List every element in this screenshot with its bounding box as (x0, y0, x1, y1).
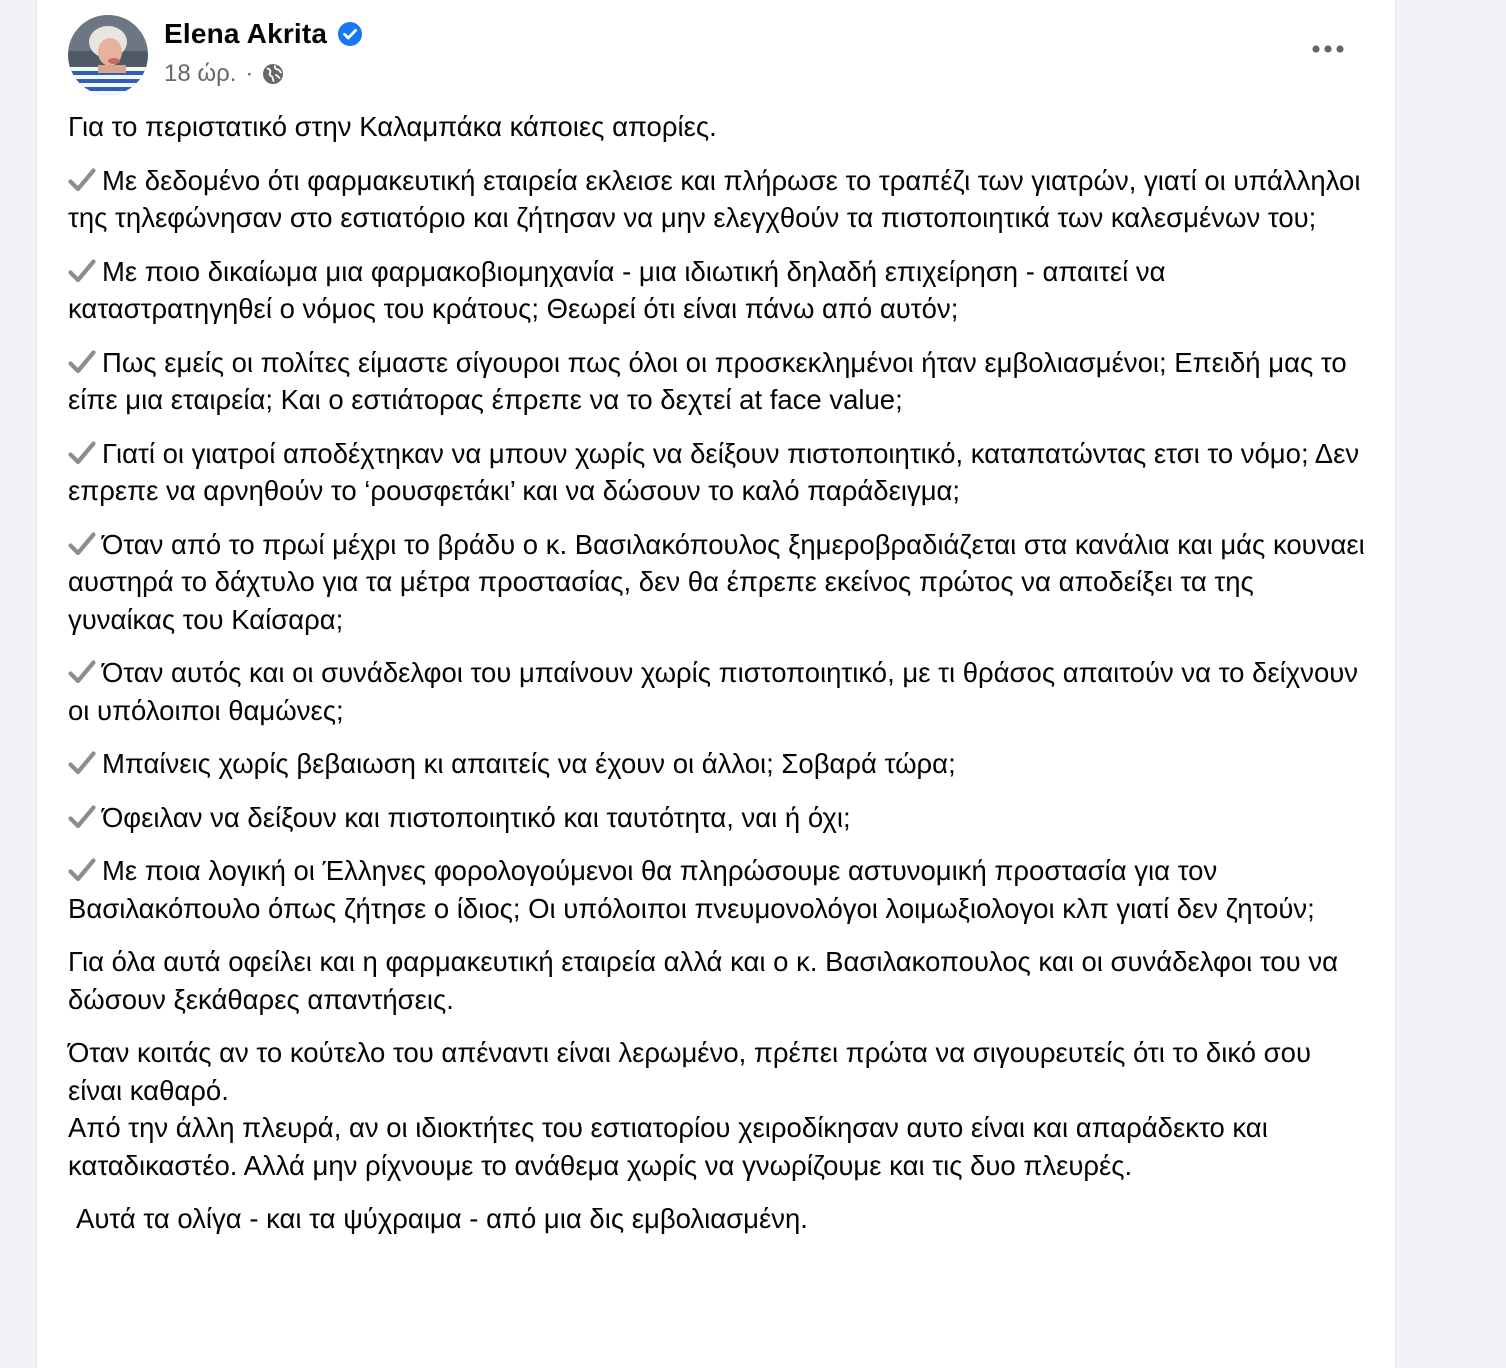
check-mark-icon (68, 165, 96, 191)
check-mark-icon (68, 347, 96, 373)
check-mark-icon (68, 657, 96, 683)
post-paragraph (68, 943, 1368, 1018)
paragraph-text: Για όλα αυτά οφείλει και η φαρμακευτική εταιρεία αλλά και ο κ. Βασιλακοπουλος και οι συνάδελφοι του να δώσουν ξεκάθαρες απαντήσεις. (68, 946, 1338, 1015)
check-mark-icon (68, 529, 96, 555)
check-mark-icon (68, 802, 96, 828)
post-card (37, 0, 1395, 1368)
paragraph-text: Πως εμείς οι πολίτες είμαστε σίγουροι πως όλοι οι προσκεκλημένοι ήταν εμβολιασμένοι; Επειδή μας το είπε μια εταιρεία; Και ο εστιάτορας έπρεπε να το δεχτεί at face value; (68, 346, 1347, 415)
paragraph-text: Για το περιστατικό στην Καλαμπάκα κάποιες απορίες. (68, 111, 717, 142)
post-paragraph (68, 654, 1368, 729)
paragraph-text: Με δεδομένο ότι φαρμακευτική εταιρεία εκλεισε και πλήρωσε το τραπέζι των γιατρών, γιατί οι υπάλληλοι της τηλεφώνησαν στο εστιατόριο και ζήτησαν να μην ελεγχθούν τα πιστοποιητικά των καλεσμένων του; (68, 164, 1361, 233)
post-paragraph (68, 253, 1368, 328)
author-name[interactable]: Elena Akrita (164, 18, 328, 49)
post-text (68, 108, 1368, 1254)
paragraph-text: Με ποια λογική οι Έλληνες φορολογούμενοι θα πληρώσουμε αστυνομική προστασία για τον Βασιλακόπουλο όπως ζήτησε ο ίδιος; Οι υπόλοιποι πνευμονολόγοι λοιμωξιολογοι κλπ γιατί δεν ζητούν; (68, 855, 1315, 924)
check-mark-icon (68, 256, 96, 282)
avatar-image (68, 15, 148, 95)
paragraph-text: Μπαίνεις χωρίς βεβαιωση κι απαιτείς να έχουν οι άλλοι; Σοβαρά τώρα; (102, 748, 956, 779)
paragraph-text: Όφειλαν να δείξουν και πιστοποιητικό και ταυτότητα, ναι ή όχι; (102, 801, 851, 833)
author-row (164, 14, 363, 54)
post-paragraph (68, 526, 1368, 639)
check-mark-icon (68, 438, 96, 464)
post-paragraph (68, 1034, 1368, 1184)
globe-icon[interactable] (261, 62, 285, 86)
paragraph-text: Όταν αυτός και οι συνάδελφοι του μπαίνουν χωρίς πιστοποιητικό, με τι θράσος απαιτούν να το δείχνουν οι υπόλοιποι θαμώνες; (68, 657, 1359, 726)
post-paragraph (68, 344, 1368, 419)
paragraph-text: Από την άλλη πλευρά, αν οι ιδιοκτήτες του εστιατορίου χειροδίκησαν αυτο είναι και απαράδεκτο και καταδικαστέο. Αλλά μην ρίχνουμε το ανάθεμα χωρίς να γνωρίζουμε και τις δυο πλευρές. (68, 1112, 1268, 1181)
paragraph-text: Αυτά τα ολίγα - και τα ψύχραιμα - από μια δις εμβολιασμένη. (76, 1203, 808, 1234)
post-paragraph (68, 852, 1368, 927)
post-paragraph (68, 799, 1368, 837)
more-options-icon (1312, 45, 1344, 53)
paragraph-text: Όταν κοιτάς αν το κούτελο του απέναντι είναι λερωμένο, πρέπει πρώτα να σιγουρευτείς ότι το δικό σου είναι καθαρό. (68, 1037, 1311, 1106)
paragraph-text: Γιατί οι γιατροί αποδέχτηκαν να μπουν χωρίς να δείξουν πιστοποιητικό, καταπατώντας ετσι το νόμο; Δεν επρεπε να αρνηθούν το ‘ρουσφετάκι’ και να δώσουν το καλό παράδειγμα; (68, 437, 1360, 506)
post-paragraph (68, 745, 1368, 783)
check-mark-icon (68, 748, 96, 774)
post-paragraph (68, 108, 1368, 146)
post-meta (164, 56, 285, 92)
post-timestamp[interactable]: 18 ώρ. (164, 60, 237, 87)
meta-separator: · (245, 60, 254, 87)
avatar[interactable] (68, 15, 148, 95)
paragraph-text: Με ποιο δικαίωμα μια φαρμακοβιομηχανία - μια ιδιωτική δηλαδή επιχείρηση - απαιτεί να καταστρατηγηθεί ο νόμος του κράτους; Θεωρεί ότι είναι πάνω από αυτόν; (68, 255, 1166, 324)
check-mark-icon (68, 855, 96, 881)
more-options-button[interactable] (1303, 26, 1353, 72)
post-paragraph (68, 435, 1368, 510)
post-paragraph (68, 1200, 1368, 1238)
verified-badge-icon (337, 21, 363, 47)
post-paragraph (68, 162, 1368, 237)
paragraph-text: Όταν από το πρωί μέχρι το βράδυ ο κ. Βασιλακόπουλος ξημεροβραδιάζεται στα κανάλια και μάς κουναει αυστηρά το δάχτυλο για τα μέτρα προστασίας, δεν θα έπρεπε εκείνος πρώτος να αποδείξει τα της γυναίκας του Καίσαρα; (68, 528, 1365, 635)
